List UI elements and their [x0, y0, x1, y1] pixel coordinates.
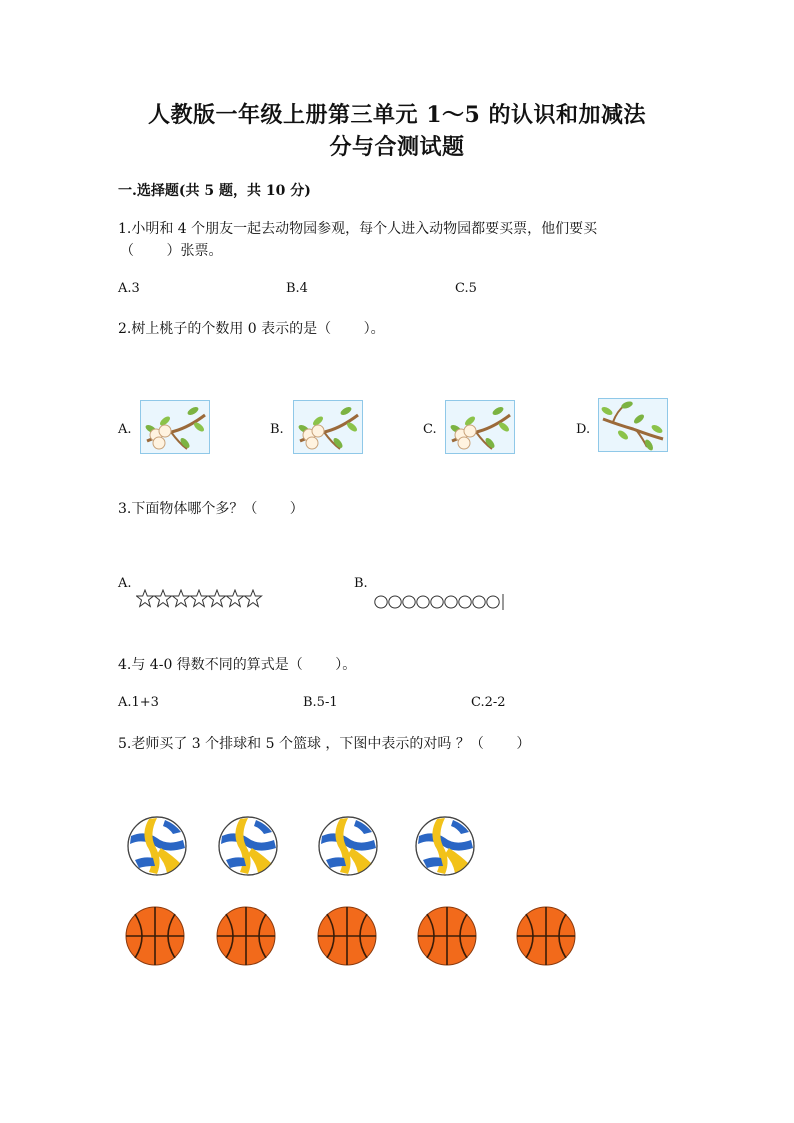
question-1-line2: （ ）张票。 — [120, 243, 223, 259]
q3-circles-row — [374, 592, 508, 616]
basketball-icon — [217, 907, 275, 965]
q2-option-d-bare-branch-image[interactable] — [598, 398, 668, 452]
q2-option-b-label[interactable]: B. — [270, 422, 284, 437]
question-2: 2.树上桃子的个数用 0 表示的是（ ）。 — [118, 321, 385, 337]
basketball-icon — [517, 907, 575, 965]
balls-illustration — [120, 812, 600, 982]
volleyball-icon — [128, 817, 186, 875]
q1-option-a[interactable]: A.3 — [118, 281, 140, 296]
q2-option-b-peach-branch-image[interactable] — [293, 400, 363, 454]
q1-option-c[interactable]: C.5 — [455, 281, 477, 296]
q2-option-d-label[interactable]: D. — [576, 422, 591, 437]
q1-option-b[interactable]: B.4 — [286, 281, 308, 296]
basketball-icon — [418, 907, 476, 965]
q3-stars-row — [136, 589, 266, 613]
q2-option-c-peach-branch-image[interactable] — [445, 400, 515, 454]
q4-option-a[interactable]: A.1+3 — [118, 695, 159, 710]
section-heading: 一.选择题(共 5 题，共 10 分) — [118, 183, 311, 199]
q2-option-c-label[interactable]: C. — [423, 422, 437, 437]
volleyball-icon — [319, 817, 377, 875]
question-3: 3.下面物体哪个多？（ ） — [118, 501, 304, 517]
q3-option-a-label[interactable]: A. — [118, 576, 132, 591]
volleyball-icon — [219, 817, 277, 875]
question-5: 5.老师买了 3 个排球和 5 个篮球 ，下图中表示的对吗 ？（ ） — [118, 736, 531, 752]
page-title-line2: 分与合测试题 — [329, 134, 465, 160]
q2-option-a-peach-branch-image[interactable] — [140, 400, 210, 454]
question-1-line1: 1.小明和 4 个朋友一起去动物园参观，每个人进入动物园都要买票，他们要买 — [118, 221, 598, 237]
q2-option-a-label[interactable]: A. — [118, 422, 132, 437]
question-4: 4.与 4-0 得数不同的算式是（ ）。 — [118, 657, 357, 673]
volleyball-icon — [416, 817, 474, 875]
q4-option-c[interactable]: C.2-2 — [471, 695, 506, 710]
q3-option-b-label[interactable]: B. — [354, 576, 368, 591]
basketball-icon — [318, 907, 376, 965]
q4-option-b[interactable]: B.5-1 — [303, 695, 338, 710]
page-title-line1: 人教版一年级上册第三单元 1～5 的认识和加减法 — [148, 102, 646, 128]
basketball-icon — [126, 907, 184, 965]
